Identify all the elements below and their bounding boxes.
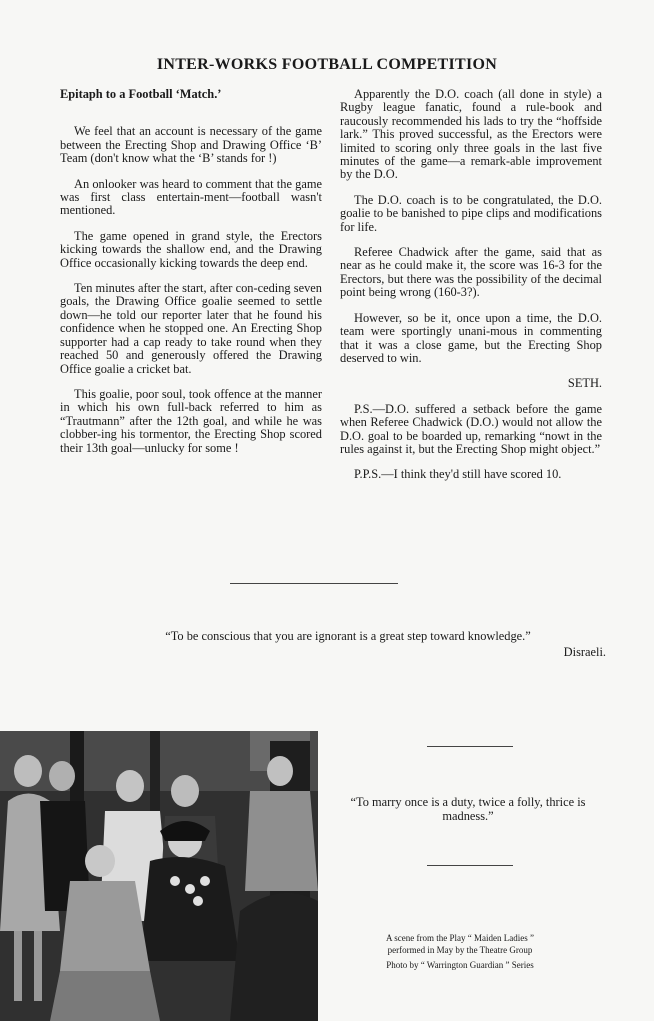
caption-line: performed in May by the Theatre Group <box>387 945 533 955</box>
quote-author: Disraeli. <box>563 645 606 659</box>
disraeli-quote <box>60 628 606 660</box>
theatre-photo-image <box>0 731 318 1021</box>
article-paragraph: The D.O. coach is to be congratulated, the D.O. goalie to be banished to pipe clips and modifications for life. <box>340 192 602 234</box>
article-postscript: P.P.S.—I think they'd still have scored 10. <box>354 467 562 482</box>
article-paragraph: This goalie, poor soul, took offence at the manner in which his own full-back referred to him as “Trautmann” after the 12th goal, and while he was clobber-ing his tormentor, the Erecting Shop scored their 13th goal—unlucky for some ! <box>60 386 322 455</box>
article-paragraph: Apparently the D.O. coach (all done in style) a Rugby league fanatic, found a rule-book and raucously recommended his lads to try the “hoffside lark.” This proved successful, as the Erectors were limited to scoring only three goals in the last five minutes of the game—a remark-able improvement by the D.O. <box>340 87 602 182</box>
caption-line: Photo by “ Warrington Guardian ” Series <box>386 960 534 970</box>
page-title: INTER-WORKS FOOTBALL COMPETITION <box>156 56 498 73</box>
article-right-column <box>340 88 602 494</box>
photo-caption <box>340 932 580 971</box>
marriage-quote: “To marry once is a duty, twice a folly, thrice is madness.” <box>350 795 586 823</box>
divider-rule <box>427 865 513 866</box>
divider-rule <box>427 746 513 747</box>
article-postscript: P.S.—D.O. suffered a setback before the game when Referee Chadwick (D.O.) would not allow the D.O. goal to be boarded up, remarking “nowt in the rules against it, but the Erecting Shop might object.” <box>340 401 602 456</box>
article-paragraph: However, so be it, once upon a time, the D.O. team were sportingly unani-mous in commenting that it was a close game, but the Erecting Shop deserved to win. <box>340 310 602 365</box>
theatre-photo <box>0 731 318 1021</box>
article-paragraph: Ten minutes after the start, after con-ceding seven goals, the Drawing Office goalie seemed to settle down—he told our reporter later that he found his confidence when he stopped one. An Erecting Shop supporter had a cap ready to take round when they reached 50 and generously offered the Drawing Office goalie a cricket bat. <box>60 281 322 376</box>
article-heading: Epitaph to a Football ‘Match.’ <box>60 87 222 101</box>
article-paragraph: We feel that an account is necessary of the game between the Erecting Shop and Drawing Office ‘B’ Team (don't know what the ‘B’ stands for !) <box>60 124 322 166</box>
article-left-column <box>60 88 322 467</box>
quote-text: “To be conscious that you are ignorant is a great step toward knowledge.” <box>165 629 531 643</box>
article-paragraph: An onlooker was heard to comment that the game was first class entertain-ment—football wasn't mentioned. <box>60 176 322 218</box>
divider-rule <box>230 583 398 584</box>
article-signature: SETH. <box>567 376 602 391</box>
article-paragraph: The game opened in grand style, the Erectors kicking towards the shallow end, and the Drawing Office occasionally kicking towards the deep end. <box>60 228 322 270</box>
caption-line: A scene from the Play “ Maiden Ladies ” <box>386 933 534 943</box>
article-paragraph: Referee Chadwick after the game, said that as near as he could make it, the score was 16-3 for the Erectors, but there was the possibility of the decimal point being wrong (160-3?). <box>340 245 602 300</box>
